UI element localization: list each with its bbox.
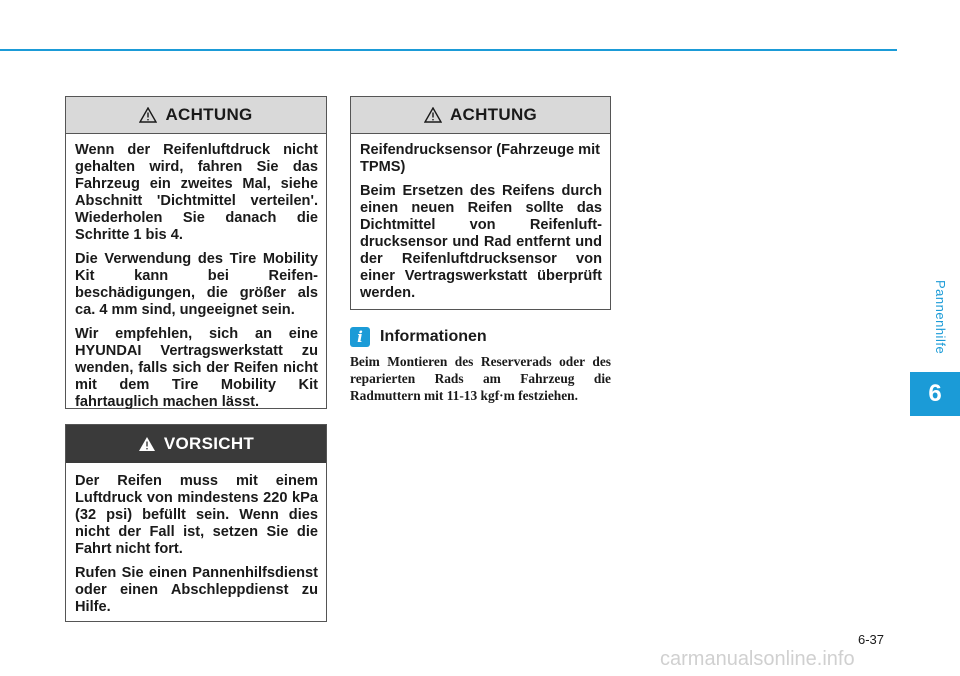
achtung-paragraph: Beim Ersetzen des Reifens durch einen neuen Reifen sollte das Dichtmittel von Reifenluft-drucksensor und Rad entfernt und der Reifenluftdrucksensor von einer Vertragswerkstatt überprüft werden. <box>360 183 602 301</box>
vorsicht-header <box>66 425 326 463</box>
achtung-box-right <box>350 96 611 310</box>
information-heading <box>350 327 611 347</box>
info-icon: i <box>350 327 370 347</box>
watermark: carmanualsonline.info <box>660 648 855 670</box>
achtung-body <box>66 134 326 419</box>
achtung-header <box>66 97 326 134</box>
vorsicht-paragraph: Der Reifen muss mit einem Luftdruck von mindestens 220 kPa (32 psi) befüllt sein. Wenn dies nicht der Fall ist, setzen Sie die Fahrt nicht fort. <box>75 473 318 557</box>
warning-triangle-icon <box>424 107 442 123</box>
vorsicht-body <box>66 463 326 624</box>
achtung-title: ACHTUNG <box>449 105 538 124</box>
vorsicht-box <box>65 424 327 622</box>
achtung-header <box>351 97 610 134</box>
achtung-body <box>351 134 610 310</box>
achtung-subtitle: Reifendrucksensor (Fahrzeuge mit TPMS) <box>360 142 601 175</box>
achtung-paragraph: Wenn der Reifenluftdruck nicht gehalten wird, fahren Sie das Fahrzeug ein zweites Mal, siehe Abschnitt 'Dichtmittel verteilen'. Wiederholen Sie danach die Schritte 1 bis 4. <box>75 142 318 243</box>
top-rule <box>0 49 897 51</box>
chapter-tab: 6 <box>910 372 960 416</box>
section-label: Pannenhilfe <box>933 279 948 355</box>
vorsicht-paragraph: Rufen Sie einen Pannenhilfsdienst oder einen Abschleppdienst zu Hilfe. <box>75 565 318 615</box>
page-number: 6-37 <box>858 632 885 647</box>
information-title: Informationen <box>380 328 487 345</box>
achtung-title: ACHTUNG <box>165 105 253 124</box>
vorsicht-title: VORSICHT <box>163 434 255 453</box>
information-body: Beim Montieren des Reserverads oder des reparierten Rads am Fahrzeug die Radmuttern mit 11-13 kgf·m festziehen. <box>350 354 611 403</box>
warning-triangle-icon <box>139 107 157 123</box>
achtung-paragraph: Die Verwendung des Tire Mobility Kit kann bei Reifen-beschädigungen, die größer als ca. 4 mm sind, ungeeignet sein. <box>75 251 318 318</box>
achtung-box-left <box>65 96 327 409</box>
achtung-paragraph: Wir empfehlen, sich an eine HYUNDAI Vertragswerkstatt zu wenden, falls sich der Reifen nicht mit dem Tire Mobility Kit fahrtauglich machen lässt. <box>75 326 318 410</box>
warning-triangle-icon <box>138 436 156 452</box>
